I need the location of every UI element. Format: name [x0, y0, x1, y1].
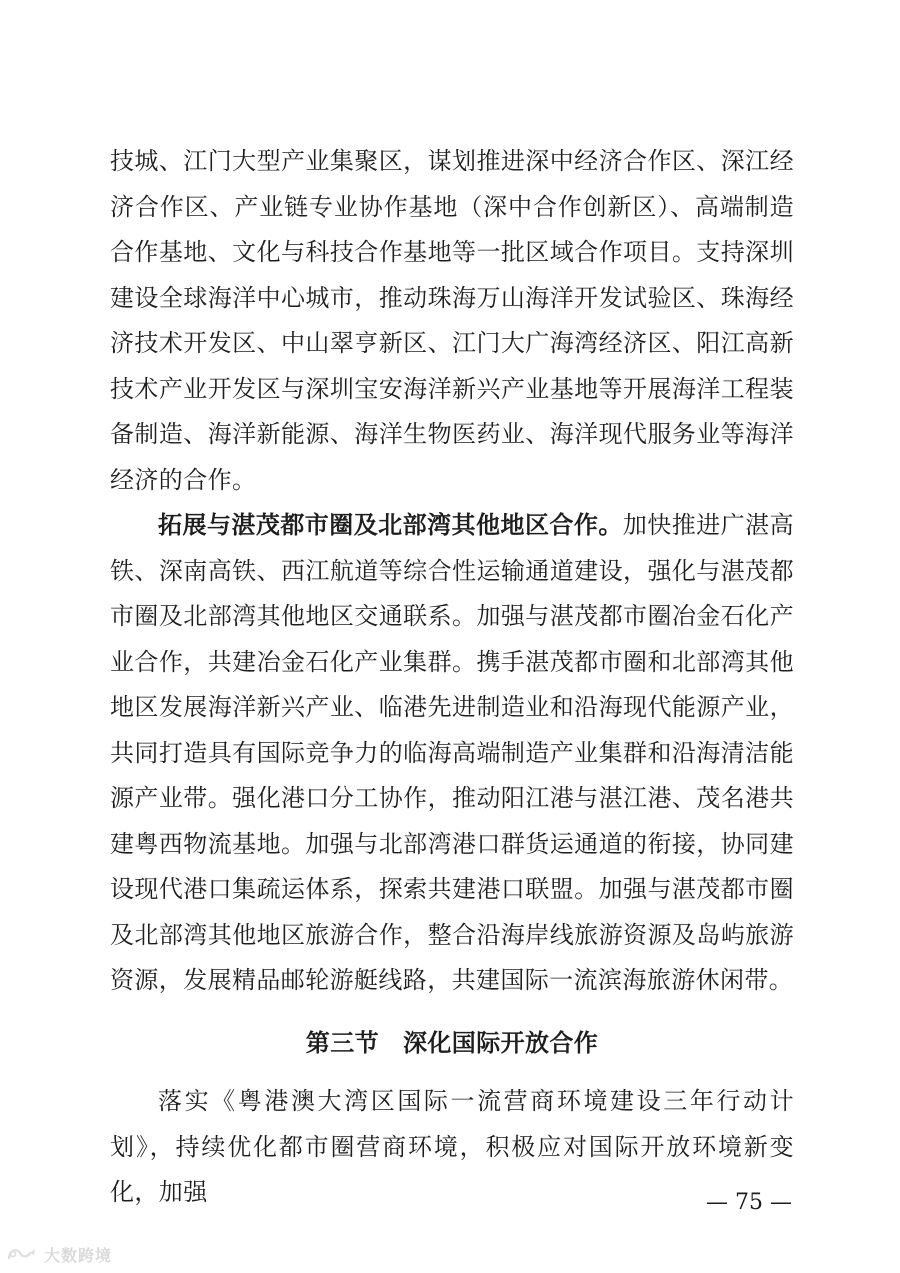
body-text-bottom [110, 1079, 794, 1216]
watermark [6, 1242, 112, 1266]
paragraph-3: 落实《粤港澳大湾区国际一流营商环境建设三年行动计划》，持续优化都市圈营商环境，积极应对国际开放环境新变化，加强 [110, 1087, 794, 1206]
watermark-logo-icon [6, 1244, 40, 1264]
paragraph-2-lead: 拓展与湛茂都市圈及北部湾其他地区合作。 [158, 511, 623, 539]
page-number: — 75 — [706, 1190, 792, 1215]
paragraph-2 [110, 503, 794, 1004]
section-title: 深化国际开放合作 [403, 1029, 599, 1057]
section-number: 第三节 [305, 1029, 379, 1057]
section-heading [110, 1023, 794, 1058]
paragraph-1: 技城、江门大型产业集聚区，谋划推进深中经济合作区、深江经济合作区、产业链专业协作基地（深中合作创新区）、高端制造合作基地、文化与科技合作基地等一批区域合作项目。支持深圳建设全球海洋中心城市，推动珠海万山海洋开发试验区、珠海经济技术开发区、中山翠亨新区、江门大广海湾经济区、阳江高新技术产业开发区与深圳宝安海洋新兴产业基地等开展海洋工程装备制造、海洋新能源、海洋生物医药业、海洋现代服务业等海洋经济的合作。 [110, 147, 794, 494]
body-text-top [110, 139, 794, 1004]
paragraph-2-body: 加快推进广湛高铁、深南高铁、西江航道等综合性运输通道建设，强化与湛茂都市圈及北部湾其他地区交通联系。加强与湛茂都市圈冶金石化产业合作，共建冶金石化产业集群。携手湛茂都市圈和北部湾其他地区发展海洋新兴产业、临港先进制造业和沿海现代能源产业，共同打造具有国际竞争力的临海高端制造产业集群和沿海清洁能源产业带。强化港口分工协作，推动阳江港与湛江港、茂名港共建粤西物流基地。加强与北部湾港口群货运通道的衔接，协同建设现代港口集疏运体系，探索共建港口联盟。加强与湛茂都市圈及北部湾其他地区旅游合作，整合沿海岸线旅游资源及岛屿旅游资源，发展精品邮轮游艇线路，共建国际一流滨海旅游休闲带。 [110, 511, 794, 994]
watermark-text: 大数跨境 [44, 1245, 113, 1265]
